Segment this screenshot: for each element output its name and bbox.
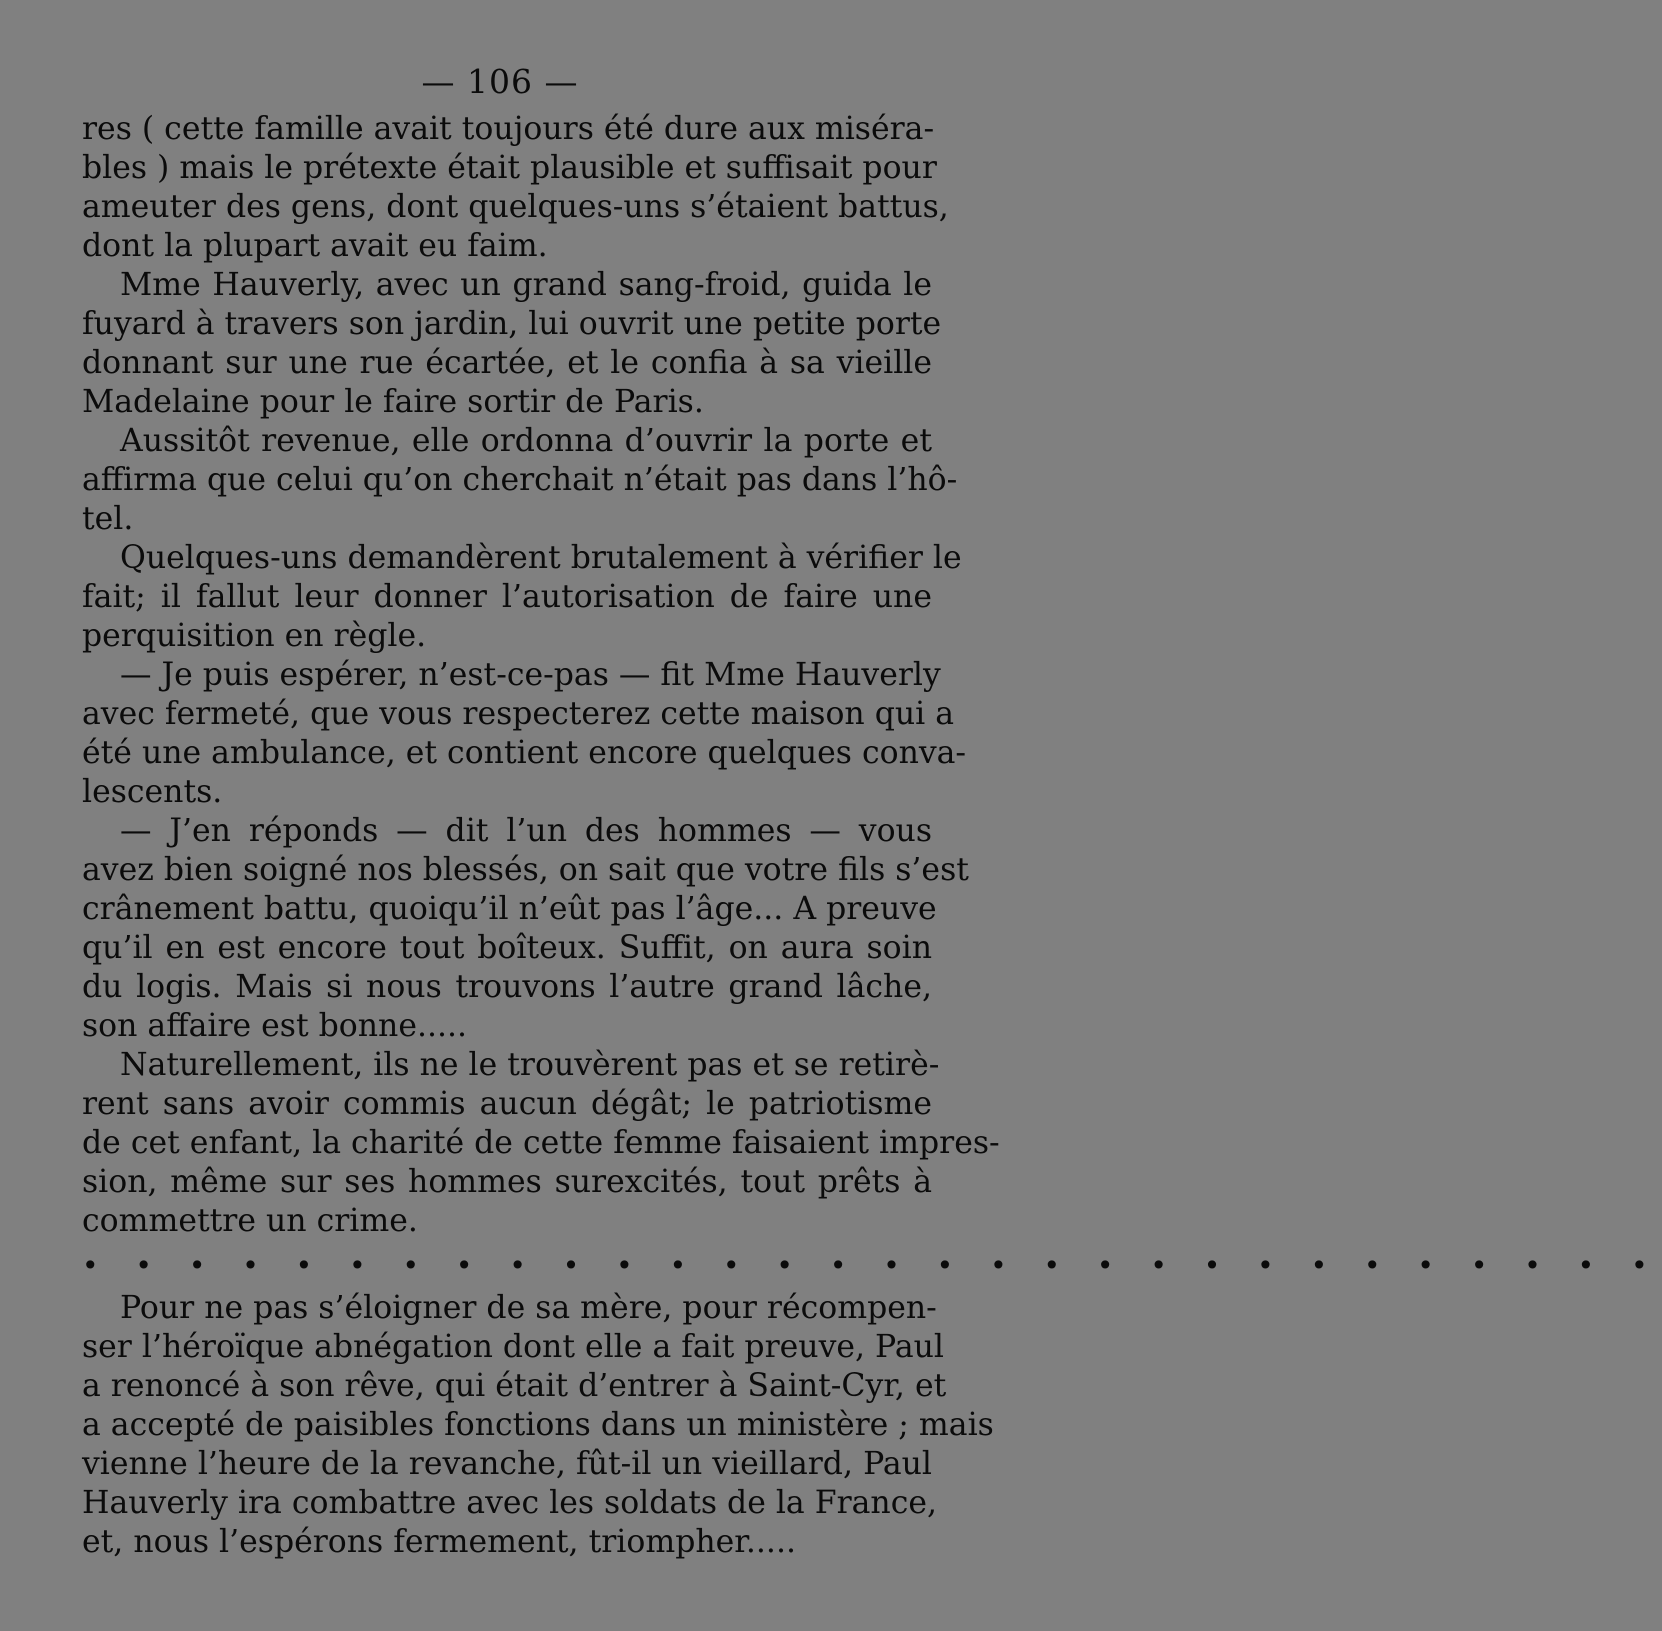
text-line: — J’en réponds — dit l’un des hommes — vous — [120, 813, 932, 849]
text-line: — Je puis espérer, n’est-ce-pas — fit Mme Hauverly — [120, 657, 941, 693]
text-line: Naturellement, ils ne le trouvèrent pas et se retirè- — [120, 1047, 940, 1083]
text-line: Mme Hauverly, avec un grand sang-froid, guida le — [120, 267, 932, 303]
text-line: tel. — [82, 501, 134, 537]
final-paragraph — [82, 1289, 994, 1562]
paragraph — [82, 812, 969, 1046]
section-separator: • • • • • • • • • • • • • • • • • • • • • • • • • • • • • • — [82, 1249, 1662, 1282]
paragraph — [82, 422, 958, 539]
text-line: dont la plupart avait eu faim. — [82, 228, 548, 264]
page-number: — 106 — — [421, 62, 579, 101]
paragraph — [82, 266, 942, 422]
text-line: ser l’héroïque abnégation dont elle a fait preuve, Paul — [82, 1329, 944, 1365]
body-text — [82, 110, 1662, 1562]
text-line: avec fermeté, que vous respecterez cette maison qui a — [82, 696, 955, 732]
text-line: sion, même sur ses hommes surexcités, tout prêts à — [82, 1164, 932, 1200]
text-line: ameuter des gens, dont quelques-uns s’étaient battus, — [82, 189, 949, 225]
text-line: et, nous l’espérons fermement, triompher..... — [82, 1524, 796, 1560]
text-line: de cet enfant, la charité de cette femme faisaient impres- — [82, 1125, 1000, 1161]
text-line: Aussitôt revenue, elle ordonna d’ouvrir la porte et — [120, 423, 932, 459]
text-line: commettre un crime. — [82, 1203, 418, 1239]
text-line: Pour ne pas s’éloigner de sa mère, pour récompen- — [120, 1290, 937, 1326]
paragraph — [82, 539, 962, 656]
text-line: son affaire est bonne..... — [82, 1008, 468, 1044]
text-line: Quelques-uns demandèrent brutalement à vérifier le — [120, 540, 962, 576]
text-line: vienne l’heure de la revanche, fût-il un vieillard, Paul — [82, 1446, 932, 1482]
text-line: a renoncé à son rêve, qui était d’entrer à Saint-Cyr, et — [82, 1368, 947, 1404]
text-line: fuyard à travers son jardin, lui ouvrit une petite porte — [82, 306, 942, 342]
text-line: fait; il fallut leur donner l’autorisation de faire une — [82, 579, 932, 615]
paragraph — [82, 110, 949, 266]
text-line: a accepté de paisibles fonctions dans un ministère ; mais — [82, 1407, 994, 1443]
text-line: avez bien soigné nos blessés, on sait que votre fils s’est — [82, 852, 969, 888]
text-line: lescents. — [82, 774, 223, 810]
text-line: bles ) mais le prétexte était plausible et suffisait pour — [82, 150, 937, 186]
text-line: Madelaine pour le faire sortir de Paris. — [82, 384, 704, 420]
text-line: rent sans avoir commis aucun dégât; le patriotisme — [82, 1086, 932, 1122]
text-line: du logis. Mais si nous trouvons l’autre grand lâche, — [82, 969, 932, 1005]
text-line: donnant sur une rue écartée, et le confia à sa vieille — [82, 345, 932, 381]
text-line: affirma que celui qu’on cherchait n’était pas dans l’hô- — [82, 462, 958, 498]
text-line: crânement battu, quoiqu’il n’eût pas l’âge... A preuve — [82, 891, 937, 927]
paragraph — [82, 656, 967, 812]
text-line: res ( cette famille avait toujours été dure aux miséra- — [82, 111, 935, 147]
text-line: qu’il en est encore tout boîteux. Suffit, on aura soin — [82, 930, 932, 966]
paragraph — [82, 1046, 1000, 1241]
text-line: Hauverly ira combattre avec les soldats de la France, — [82, 1485, 938, 1521]
text-line: été une ambulance, et contient encore quelques conva- — [82, 735, 967, 771]
text-line: perquisition en règle. — [82, 618, 427, 654]
